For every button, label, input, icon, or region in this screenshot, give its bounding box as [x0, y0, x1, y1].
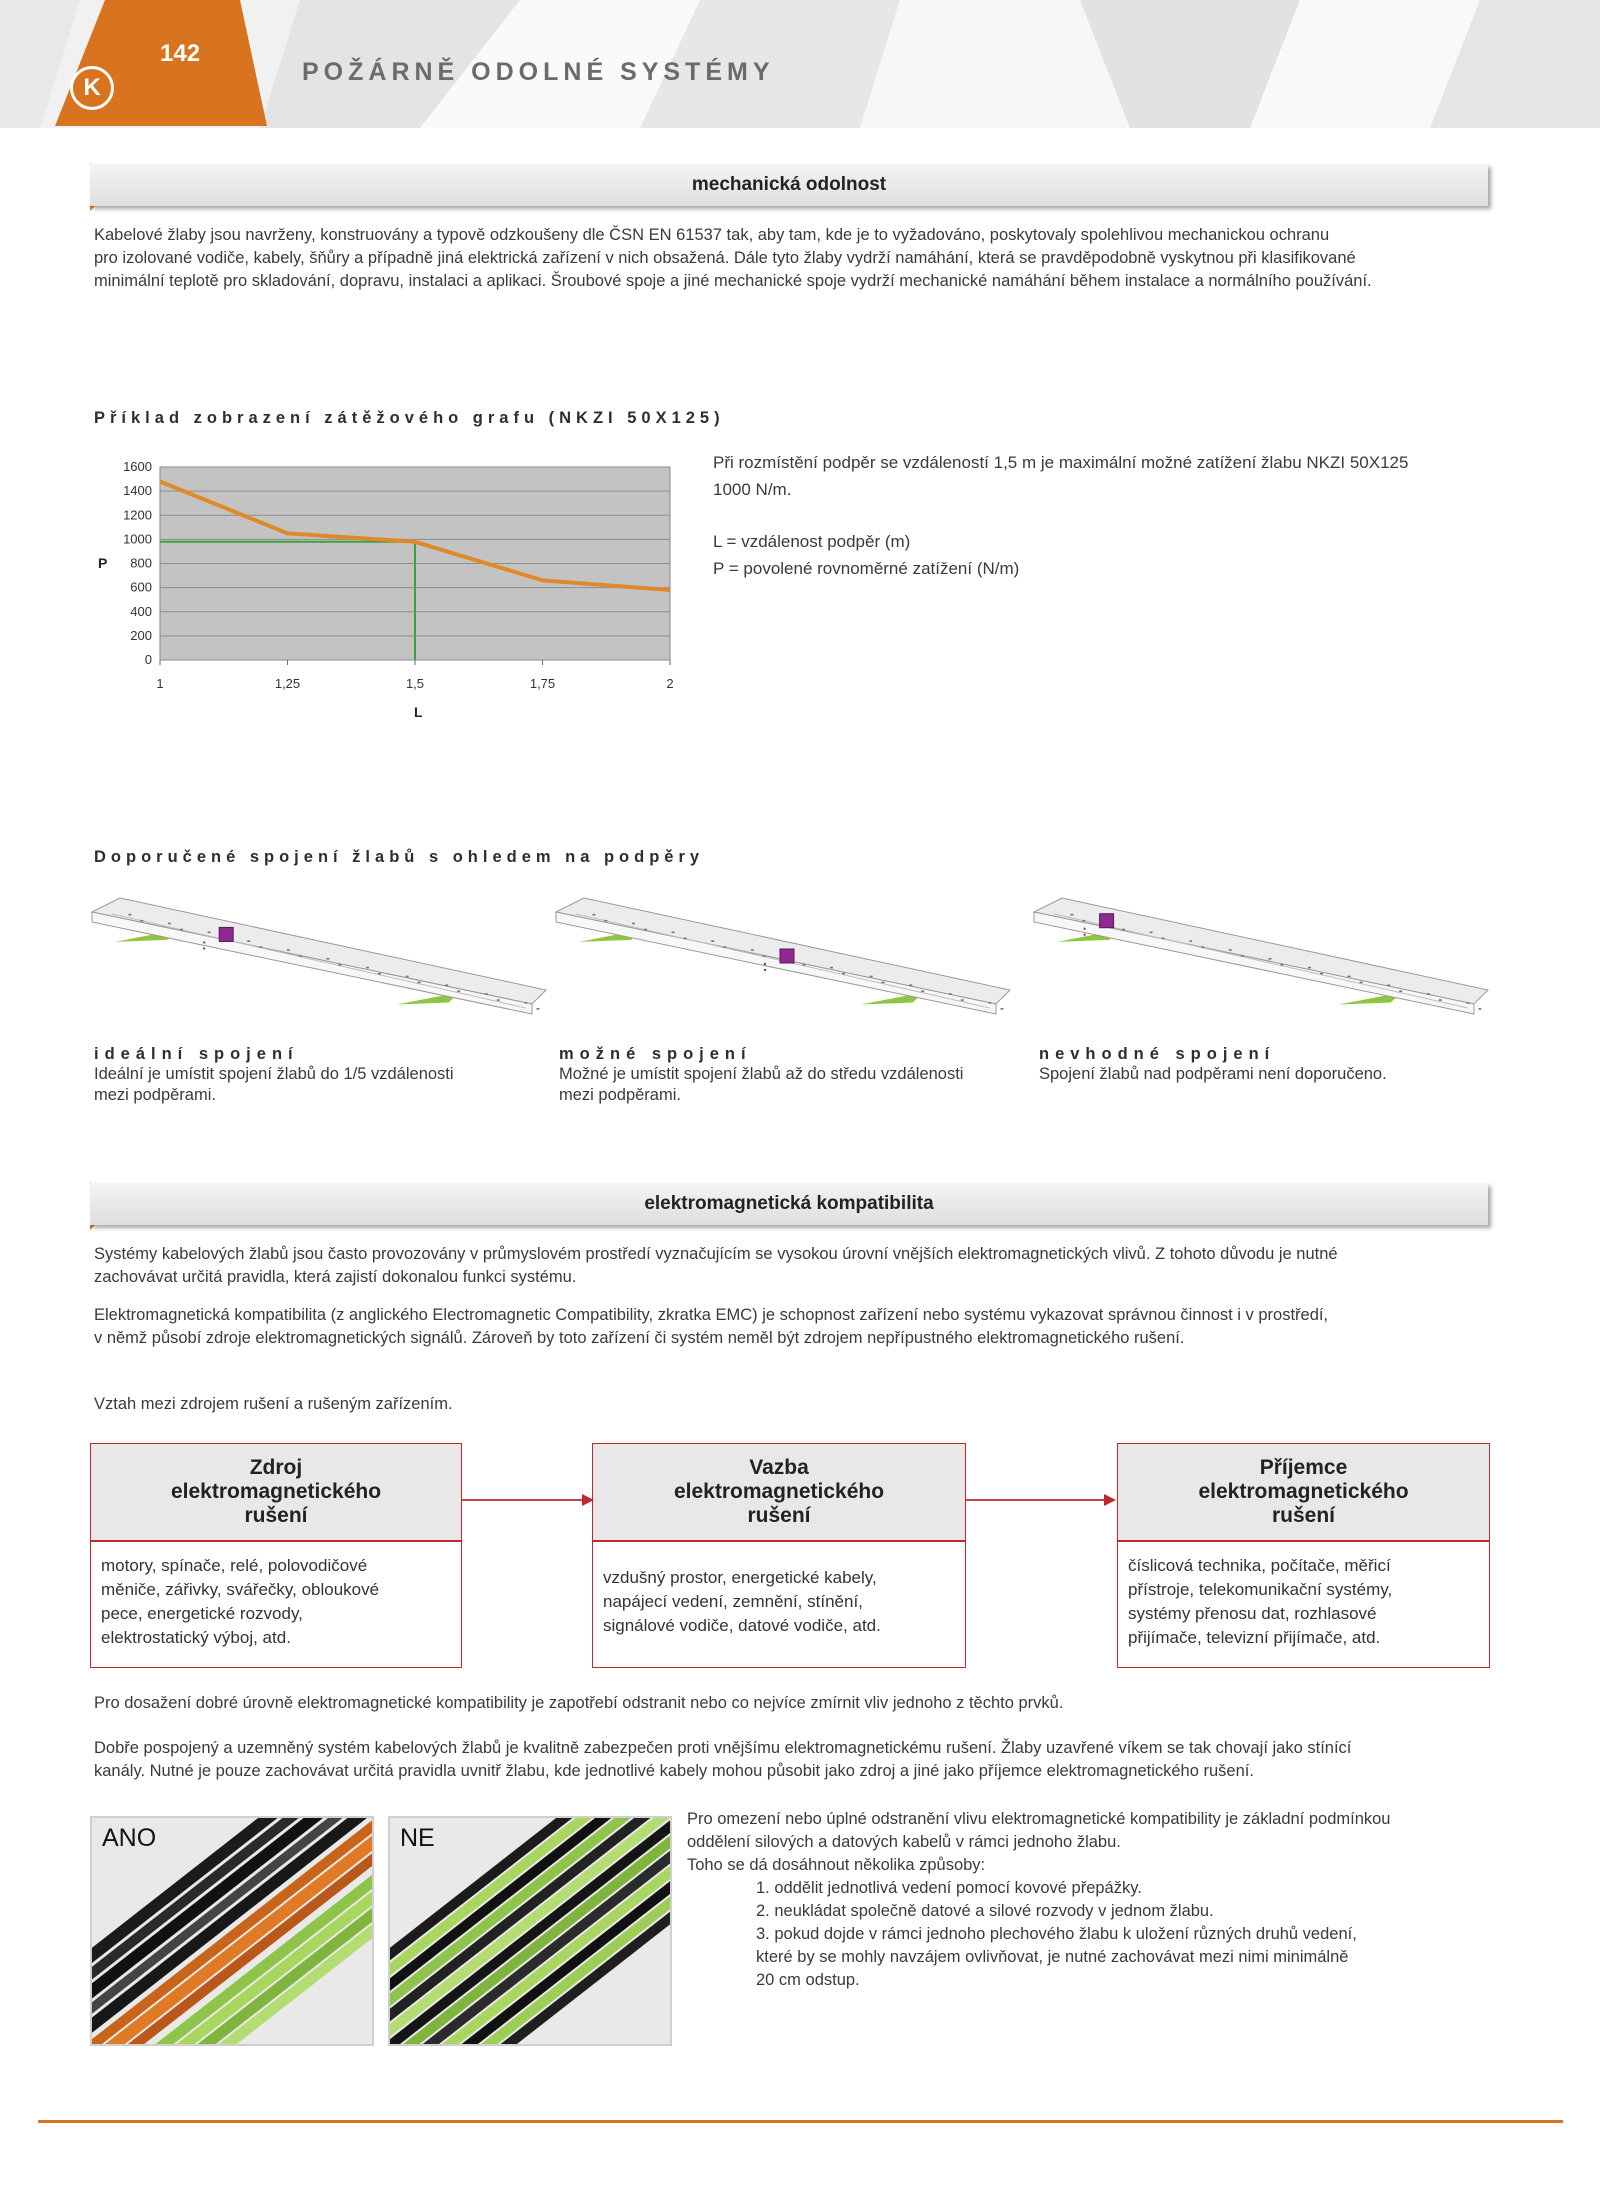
y-tick-label: 0	[144, 652, 152, 667]
emc-side-text: Pro omezení nebo úplné odstranění vlivu elektromagnetické kompatibility je základní podmínkou oddělení silových a datových kabelů v rámci jednoho žlabu. Toho se dá dosáhnout několika způsoby: 1. oddělit jednotlivá vedení pomocí kovové přepážky. 2. neukládat společně datové a silové rozvody v jednom žlabu. 3. pokud dojde v rámci jednoho plechového žlabu k uložení různých druhů vedení, které by se mohly navzájem ovlivňovat, je nutné zachovávat mezi nimi minimálně 20 cm odstup.	[687, 1808, 1487, 1992]
perforation	[723, 946, 726, 948]
perforation	[1427, 993, 1430, 995]
photo-label-yes: ANO	[102, 1824, 157, 1852]
y-tick-label: 600	[130, 579, 152, 595]
perforation	[1189, 940, 1192, 942]
perforation	[882, 982, 885, 984]
cable-photo-no	[388, 1816, 672, 2046]
box-body: vzdušný prostor, energetické kabely, napájecí vedení, zemnění, stínění, signálové vodiče, datové vodiče, atd.	[603, 1568, 881, 1635]
box-title: Vazba elektromagnetického rušení	[593, 1444, 965, 1542]
bolt-icon	[764, 963, 766, 965]
perforation	[457, 990, 460, 992]
photo-label-no: NE	[400, 1824, 435, 1852]
perforation	[988, 1002, 991, 1004]
joint-label: možné spojení	[559, 1045, 752, 1063]
list-item: 2. neukládat společně datové a silové rozvody v jednom žlabu.	[756, 1902, 1214, 1920]
emc-paragraph-1: Systémy kabelových žlabů jsou často provozovány v průmyslovém prostředí vyznačujícím se vysokou úrovní vnějších elektromagnetických vlivů. Z tohoto důvodu je nutné zachovávat určitá pravidla, která zajistí dokonalou funkci systému.	[94, 1245, 1338, 1286]
y-tick-label: 1400	[123, 483, 152, 499]
perforation	[909, 984, 912, 986]
list-item: 1. oddělit jednotlivá vedení pomocí kovové přepážky.	[756, 1879, 1142, 1897]
bolt-icon	[203, 941, 205, 943]
perforation	[536, 1008, 539, 1010]
perforation	[921, 990, 924, 992]
tray-wall	[92, 898, 546, 1004]
perforation	[497, 999, 500, 1001]
legend-l: L = vzdálenost podpěr (m)	[713, 532, 911, 551]
arrow-head-icon	[1104, 1494, 1116, 1506]
y-tick-label: 1000	[123, 531, 152, 547]
perforation	[802, 964, 805, 966]
perforation	[763, 955, 766, 957]
page-number: 142	[160, 40, 201, 67]
x-tick-label: 2	[666, 676, 674, 691]
x-tick-label: 1,5	[405, 676, 425, 691]
emc-source-box	[90, 1443, 462, 1668]
perforation	[711, 940, 714, 942]
perforation	[1268, 958, 1271, 960]
list-item: které by se mohly navzájem ovlivňovat, je nutné zachovávat mezi nimi minimálně	[756, 1948, 1349, 1966]
perforation	[1360, 982, 1363, 984]
perforation	[1229, 949, 1232, 951]
x-tick-label: 1	[156, 676, 164, 691]
text-line: minimální teplotě pro skladování, dopravu, instalaci a aplikaci. Šroubové spoje a jiné mechanické spoje vydrží mechanické namáhání během instalace a normálního používání.	[94, 272, 1372, 290]
footer-rule	[38, 2120, 1563, 2123]
y-tick-label: 1600	[123, 459, 152, 474]
perforation	[1082, 920, 1085, 922]
text-line: 1000 N/m.	[713, 480, 792, 499]
perforation	[524, 1002, 527, 1004]
bolt-icon	[1084, 928, 1086, 930]
perforation	[208, 932, 211, 934]
text-line: Kabelové žlaby jsou navrženy, konstruovány a typově odzkoušeny dle ČSN EN 61537 tak, aby tam, kde je to vyžadováno, poskytovaly spolehlivou mechanickou ochranu	[94, 226, 1330, 244]
perforation	[604, 920, 607, 922]
box-title: Příjemce elektromagnetického rušení	[1118, 1444, 1489, 1542]
bolt-icon	[764, 969, 766, 971]
perforation	[140, 920, 143, 922]
cable-tray-illustration	[1030, 890, 1490, 1050]
x-tick-label: 1,75	[529, 676, 556, 691]
perforation	[128, 914, 131, 916]
perforation	[326, 958, 329, 960]
cable-photo-yes	[90, 1816, 374, 2046]
list-item: 20 cm odstup.	[756, 1971, 860, 1989]
cable-tray-illustration	[88, 890, 548, 1050]
relation-caption: Vztah mezi zdrojem rušení a rušeným zařízením.	[94, 1395, 453, 1413]
bolt-icon	[1084, 934, 1086, 936]
perforation	[299, 955, 302, 957]
perforation	[842, 973, 845, 975]
joints-heading: Doporučené spojení žlabů s ohledem na podpěry	[94, 848, 705, 866]
joint-possible	[559, 1045, 999, 1106]
perforation	[1308, 967, 1311, 969]
perforation	[1150, 932, 1153, 934]
tray-bottom	[92, 912, 532, 1014]
tray-edge	[1054, 914, 1468, 1008]
perforation	[592, 914, 595, 916]
perforation	[1070, 914, 1073, 916]
perforation	[1201, 946, 1204, 948]
chart-x-label: L	[414, 704, 423, 720]
y-tick-label: 1200	[123, 507, 152, 523]
perforation	[751, 949, 754, 951]
company-logo: K	[70, 66, 114, 110]
perforation	[445, 984, 448, 986]
perforation	[366, 967, 369, 969]
mechanical-intro	[94, 224, 1484, 293]
running-title: POŽÁRNĚ ODOLNÉ SYSTÉMY	[302, 58, 775, 86]
perforation	[672, 932, 675, 934]
joint-label: nevhodné spojení	[1039, 1045, 1276, 1063]
text-line: pro izolované vodiče, kabely, šňůry a případně jiná elektrická zařízení v nich obsažená. Dále tyto žlaby vydrží namáhání, která se pravděpodobně vyskytnou při klasifikované	[94, 249, 1356, 267]
perforation	[961, 999, 964, 1001]
emc-coupling-box	[592, 1443, 966, 1668]
chart-description	[713, 449, 1493, 582]
section-title-mechanical: mechanická odolnost	[90, 164, 1488, 206]
perforation	[644, 929, 647, 931]
emc-receiver-box	[1117, 1443, 1490, 1668]
list-item: 3. pokud dojde v rámci jednoho plechového žlabu k uložení různých druhů vedení,	[756, 1925, 1357, 1943]
tray-bottom	[556, 912, 996, 1014]
joint-text: Ideální je umístit spojení žlabů do 1/5 vzdálenosti mezi podpěrami.	[94, 1065, 454, 1104]
box-title: Zdroj elektromagnetického rušení	[91, 1444, 461, 1542]
perforation	[1348, 976, 1351, 978]
perforation	[1280, 964, 1283, 966]
perforation	[485, 993, 488, 995]
joint-text: Spojení žlabů nad podpěrami není doporučeno.	[1039, 1065, 1387, 1083]
perforation	[684, 938, 687, 940]
x-tick-label: 1,25	[274, 676, 301, 691]
load-chart	[80, 450, 700, 730]
perforation	[1122, 929, 1125, 931]
perforation	[949, 993, 952, 995]
perforation	[287, 949, 290, 951]
box-body: motory, spínače, relé, polovodičové měniče, zářivky, svářečky, obloukové pece, energetické rozvody, elektrostatický výboj, atd.	[101, 1556, 380, 1647]
perforation	[1320, 973, 1323, 975]
perforation	[1439, 999, 1442, 1001]
joint-label: ideální spojení	[94, 1045, 299, 1063]
joint-unsuitable	[1039, 1045, 1479, 1085]
joint-ideal	[94, 1045, 534, 1106]
perforation	[180, 929, 183, 931]
perforation	[418, 982, 421, 984]
perforation	[1387, 984, 1390, 986]
legend-p: P = povolené rovnoměrné zatížení (N/m)	[713, 559, 1020, 578]
y-tick-label: 200	[130, 627, 152, 643]
perforation	[1162, 938, 1165, 940]
joint-plate-icon	[1100, 914, 1114, 928]
chart-x-ticks	[156, 676, 673, 691]
perforation	[830, 967, 833, 969]
perforation	[338, 964, 341, 966]
y-tick-label: 400	[130, 603, 152, 619]
perforation	[632, 923, 635, 925]
emc-paragraph-2: Elektromagnetická kompatibilita (z anglického Electromagnetic Compatibility, zkratka EMC) je schopnost zařízení nebo systému vykazovat správnou činnost i v prostředí, v němž působí zdroje elektromagnetických signálů. Zároveň by toto zařízení či systém neměl být zdrojem nepřípustného elektromagnetického rušení.	[94, 1306, 1329, 1347]
perforation	[1241, 955, 1244, 957]
perforation	[406, 976, 409, 978]
y-tick-label: 800	[130, 555, 152, 571]
perforation	[1000, 1008, 1003, 1010]
section-title-emc: elektromagnetická kompatibilita	[90, 1183, 1488, 1225]
perforation	[378, 973, 381, 975]
perforation	[1478, 1008, 1481, 1010]
perforation	[168, 923, 171, 925]
emc-paragraph-4: Dobře pospojený a uzemněný systém kabelových žlabů je kvalitně zabezpečen proti vnějšímu elektromagnetickému rušení. Žlaby uzavřené víkem se tak chovají jako stínící kanály. Nutné je pouze zachovávat určitá pravidla uvnitř žlabu, kde jednotlivé kabely mohou působit jako zdroj a jiné jako příjemce elektromagnetického rušení.	[94, 1739, 1352, 1780]
chart-heading: Příklad zobrazení zátěžového grafu (NKZI 50X125)	[94, 409, 725, 427]
joint-text: Možné je umístit spojení žlabů až do středu vzdálenosti mezi podpěrami.	[559, 1065, 964, 1104]
emc-flow-arrows	[462, 1490, 1117, 1510]
emc-paragraph-3: Pro dosažení dobré úrovně elektromagnetické kompatibility je zapotřebí odstranit nebo co nejvíce zmírnit vliv jednoho z těchto prvků.	[94, 1694, 1064, 1712]
bolt-icon	[203, 947, 205, 949]
arrow-head-icon	[582, 1494, 594, 1506]
cable-tray-illustration	[552, 890, 1012, 1050]
tray-edge	[112, 914, 526, 1008]
methods-list	[687, 1877, 1487, 1992]
perforation	[1466, 1002, 1469, 1004]
perforation	[870, 976, 873, 978]
joint-plate-icon	[780, 949, 794, 963]
perforation	[1399, 990, 1402, 992]
perforation	[259, 946, 262, 948]
perforation	[247, 940, 250, 942]
chart-y-label: P	[98, 555, 108, 571]
box-body: číslicová technika, počítače, měřicí přístroje, telekomunikační systémy, systémy přenosu dat, rozhlasové přijímače, televizní přijímače, atd.	[1128, 1556, 1393, 1647]
joint-plate-icon	[219, 927, 233, 941]
chart-y-ticks	[123, 459, 152, 667]
text-line: Při rozmístění podpěr se vzdáleností 1,5 m je maximální možné zatížení žlabu NKZI 50X125	[713, 453, 1409, 472]
